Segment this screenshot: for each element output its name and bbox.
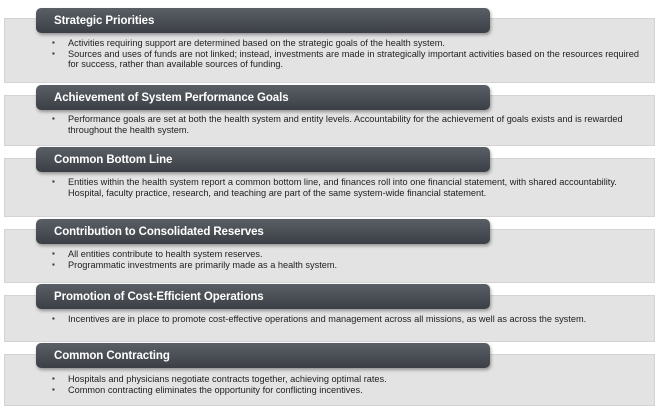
bullet-list — [52, 314, 639, 325]
bullet-icon: ▪ — [52, 48, 55, 58]
list-item: ▪ Incentives are in place to promote cost-effective operations and management across all missions, as well as across the system. — [52, 314, 587, 324]
list-item: ▪ Programmatic investments are primarily made as a health system. — [52, 259, 338, 270]
section-title: Contribution to Consolidated Reserves — [54, 225, 264, 238]
section-title: Common Contracting — [54, 349, 170, 362]
bullet-icon: ▪ — [52, 114, 55, 123]
section-header — [36, 343, 490, 368]
section-header — [36, 85, 490, 110]
section-title: Strategic Priorities — [54, 14, 155, 27]
bullet-list — [52, 38, 639, 70]
section-title: Achievement of System Performance Goals — [54, 91, 289, 104]
list-item: ▪ Entities within the health system report a common bottom line, and finances roll into one financial statement, with shared accountability. Hospital, faculty practice, research, and teaching are part of the same system-wide financial statement. — [52, 177, 617, 198]
section-title: Common Bottom Line — [54, 153, 173, 166]
bullet-icon: ▪ — [52, 38, 55, 47]
bullet-icon: ▪ — [52, 177, 55, 186]
section-header — [36, 147, 490, 172]
section-header — [36, 219, 490, 244]
bullet-list — [52, 249, 639, 270]
section-title: Promotion of Cost-Efficient Operations — [54, 290, 264, 303]
section-header — [36, 284, 490, 309]
bullet-icon: ▪ — [52, 249, 55, 258]
section-header — [36, 8, 490, 33]
bullet-list — [52, 177, 639, 198]
list-item: ▪ All entities contribute to health system reserves. — [52, 249, 263, 259]
list-item: ▪ Common contracting eliminates the opportunity for conflicting incentives. — [52, 384, 363, 395]
list-item: ▪ Hospitals and physicians negotiate contracts together, achieving optimal rates. — [52, 374, 387, 384]
bullet-list — [52, 114, 639, 135]
bullet-icon: ▪ — [52, 259, 55, 269]
list-item: ▪ Activities requiring support are determined based on the strategic goals of the health system. — [52, 38, 445, 48]
bullet-icon: ▪ — [52, 384, 55, 394]
list-item: ▪ Performance goals are set at both the health system and entity levels. Accountability for the achievement of goals exists and is rewarded throughout the health system. — [52, 114, 623, 135]
bullet-icon: ▪ — [52, 374, 55, 383]
bullet-icon: ▪ — [52, 314, 55, 323]
bullet-list — [52, 374, 639, 395]
list-item: ▪ Sources and uses of funds are not linked; instead, investments are made in strategically important activities based on the resources required for success, rather than available sources of funding. — [52, 48, 639, 70]
